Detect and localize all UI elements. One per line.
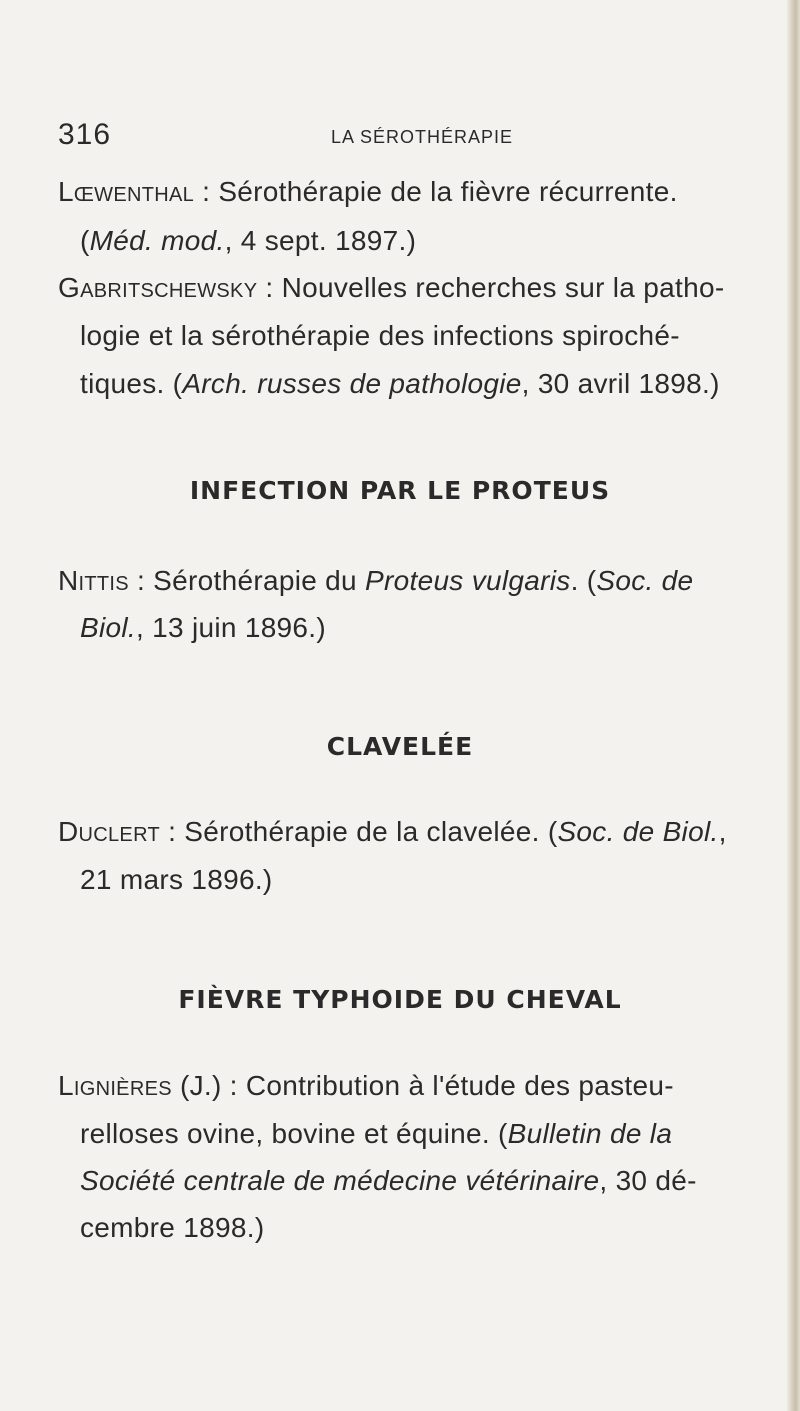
page-number: 316 <box>58 118 112 151</box>
journal-title: Méd. mod. <box>89 225 225 256</box>
journal-title: Soc. de <box>596 565 694 596</box>
author-name: Gabritschewsky <box>58 272 258 303</box>
page-edge <box>786 0 800 1411</box>
author-name: Lignières <box>58 1070 172 1101</box>
entry-lignieres-line-3: Société centrale de médecine vétérinaire, 30 dé- <box>80 1165 697 1196</box>
entry-lignieres-line-1: Lignières (J.) : Contribution à l'étude des pasteu- <box>58 1070 674 1101</box>
running-title: LA SÉROTHÉRAPIE <box>331 127 514 147</box>
author-name: Lœwenthal <box>58 176 195 207</box>
entry-gabritschewsky-line-3: tiques. (Arch. russes de pathologie, 30 avril 1898.) <box>80 368 720 399</box>
entry-loewenthal-line-2: (Méd. mod., 4 sept. 1897.) <box>80 225 417 256</box>
entry-loewenthal-line-1: Lœwenthal : Sérothérapie de la fièvre récurrente. <box>58 176 678 207</box>
journal-title: Société centrale de médecine vétérinaire <box>80 1165 600 1196</box>
entry-gabritschewsky-line-1: Gabritschewsky : Nouvelles recherches sur la patho- <box>58 272 725 303</box>
species-name: Proteus vulgaris <box>365 565 571 596</box>
entry-lignieres-line-2: relloses ovine, bovine et équine. (Bulletin de la <box>80 1118 673 1149</box>
author-name: Duclert <box>58 816 160 847</box>
section-heading-clavelee: CLAVELÉE <box>326 732 474 761</box>
entry-lignieres-line-4: cembre 1898.) <box>80 1212 265 1243</box>
author-name: Nittis <box>58 565 129 596</box>
entry-duclert-line-2: 21 mars 1896.) <box>80 864 273 895</box>
entry-duclert-line-1: Duclert : Sérothérapie de la clavelée. (Soc. de Biol., <box>58 816 727 847</box>
entry-nittis-line-1: Nittis : Sérothérapie du Proteus vulgaris. (Soc. de <box>58 565 694 596</box>
entry-nittis-line-2: Biol., 13 juin 1896.) <box>80 612 327 643</box>
entry-gabritschewsky-line-2: logie et la sérothérapie des infections spiroché- <box>80 320 680 351</box>
section-heading-fievre-typhoide: FIÈVRE TYPHOIDE DU CHEVAL <box>178 985 622 1014</box>
journal-title: Arch. russes de pathologie <box>182 368 522 399</box>
journal-title: Soc. de Biol. <box>557 816 719 847</box>
page-header <box>58 118 758 158</box>
journal-title: Bulletin de la <box>507 1118 673 1149</box>
section-heading-proteus: INFECTION PAR LE PROTEUS <box>189 476 611 505</box>
journal-title: Biol. <box>80 612 136 643</box>
